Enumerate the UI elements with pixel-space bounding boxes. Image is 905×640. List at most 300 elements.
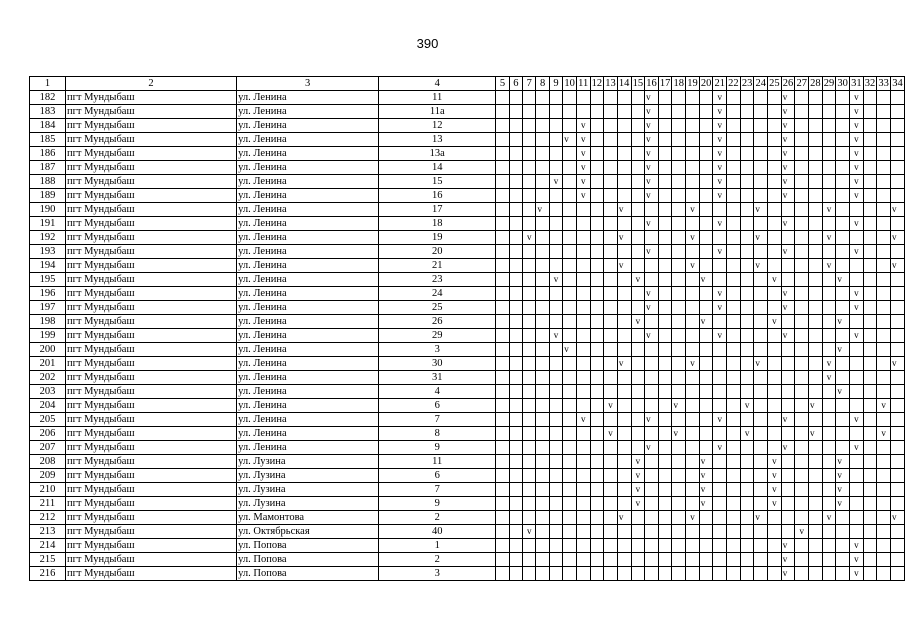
mark-cell — [863, 357, 877, 371]
mark-cell — [795, 189, 809, 203]
column-header-24: 24 — [755, 78, 766, 89]
mark-cell — [754, 567, 768, 581]
mark-cell — [863, 91, 877, 105]
mark-cell — [754, 301, 768, 315]
row-number: 197 — [30, 301, 66, 315]
mark-cell — [809, 483, 823, 497]
mark-cell — [822, 413, 836, 427]
mark-cell — [563, 413, 577, 427]
mark-cell — [890, 105, 904, 119]
mark-cell — [727, 119, 741, 133]
mark-cell — [523, 189, 536, 203]
mark-cell — [850, 427, 864, 441]
mark-cell — [536, 511, 549, 525]
mark-cell — [617, 469, 631, 483]
mark-cell — [754, 119, 768, 133]
mark-cell — [631, 315, 645, 329]
mark-cell — [576, 231, 590, 245]
mark-cell — [672, 469, 686, 483]
house-number-cell: 14 — [379, 161, 496, 175]
mark-cell — [523, 315, 536, 329]
mark-cell — [590, 357, 604, 371]
mark-cell — [658, 161, 672, 175]
check-mark: v — [580, 148, 586, 158]
mark-cell — [509, 413, 522, 427]
mark-cell — [699, 273, 713, 287]
mark-cell — [576, 553, 590, 567]
check-mark: v — [837, 484, 842, 494]
mark-cell — [549, 231, 562, 245]
mark-cell — [563, 217, 577, 231]
check-mark: v — [717, 246, 723, 256]
check-mark: v — [854, 148, 859, 158]
mark-cell — [523, 371, 536, 385]
mark-cell — [631, 427, 645, 441]
mark-cell — [809, 385, 823, 399]
mark-cell — [549, 427, 562, 441]
column-header-23: 23 — [741, 78, 753, 89]
mark-cell — [727, 287, 741, 301]
mark-cell — [604, 119, 618, 133]
mark-cell — [590, 553, 604, 567]
mark-cell — [549, 245, 562, 259]
mark-cell — [822, 483, 836, 497]
mark-cell — [536, 343, 549, 357]
mark-cell — [563, 203, 577, 217]
mark-cell — [836, 553, 850, 567]
mark-cell — [686, 567, 700, 581]
mark-cell — [795, 315, 809, 329]
mark-cell — [631, 189, 645, 203]
mark-cell — [617, 357, 631, 371]
mark-cell — [699, 91, 713, 105]
mark-cell — [863, 175, 877, 189]
mark-cell — [672, 413, 686, 427]
mark-cell — [795, 91, 809, 105]
mark-cell — [645, 259, 659, 273]
mark-cell — [850, 497, 864, 511]
mark-cell — [536, 539, 549, 553]
mark-cell — [549, 385, 562, 399]
mark-cell — [523, 175, 536, 189]
mark-cell — [536, 147, 549, 161]
mark-cell — [672, 441, 686, 455]
mark-cell — [754, 203, 768, 217]
mark-cell — [686, 189, 700, 203]
mark-cell — [496, 357, 509, 371]
mark-cell — [686, 469, 700, 483]
mark-cell — [822, 287, 836, 301]
table-row — [30, 539, 905, 553]
table-row — [30, 315, 905, 329]
mark-cell — [576, 189, 590, 203]
table-row — [30, 273, 905, 287]
mark-cell — [672, 231, 686, 245]
column-header-2: 2 — [65, 77, 236, 91]
mark-cell — [496, 385, 509, 399]
mark-cell — [740, 119, 754, 133]
mark-cell — [645, 119, 659, 133]
mark-cell — [713, 567, 727, 581]
mark-cell — [877, 147, 891, 161]
mark-cell — [523, 343, 536, 357]
check-mark: v — [881, 400, 886, 410]
table-row — [30, 231, 905, 245]
mark-cell — [713, 357, 727, 371]
mark-cell — [822, 357, 836, 371]
locality-cell: пгт Мундыбаш — [65, 119, 236, 133]
house-number-cell: 19 — [379, 231, 496, 245]
table-row — [30, 469, 905, 483]
mark-cell — [699, 105, 713, 119]
mark-cell — [590, 161, 604, 175]
mark-cell — [672, 371, 686, 385]
mark-cell — [617, 427, 631, 441]
mark-cell — [727, 553, 741, 567]
mark-cell — [890, 315, 904, 329]
mark-cell — [727, 189, 741, 203]
mark-cell — [590, 385, 604, 399]
mark-cell — [576, 427, 590, 441]
mark-cell — [576, 469, 590, 483]
street-cell: ул. Попова — [237, 567, 379, 581]
mark-cell — [822, 245, 836, 259]
mark-cell — [509, 91, 522, 105]
check-mark: v — [646, 134, 651, 144]
mark-cell — [590, 441, 604, 455]
row-number: 196 — [30, 287, 66, 301]
check-mark: v — [881, 428, 886, 438]
column-header-18: 18 — [673, 78, 685, 89]
mark-cell — [795, 203, 809, 217]
mark-cell — [781, 385, 795, 399]
mark-cell — [768, 539, 782, 553]
check-mark: v — [782, 190, 788, 200]
mark-cell — [768, 441, 782, 455]
mark-cell — [645, 329, 659, 343]
mark-cell — [795, 245, 809, 259]
row-number: 210 — [30, 483, 66, 497]
mark-cell — [590, 133, 604, 147]
mark-cell — [863, 441, 877, 455]
mark-cell — [549, 413, 562, 427]
mark-cell — [672, 161, 686, 175]
row-number: 182 — [30, 91, 66, 105]
mark-cell — [699, 315, 713, 329]
mark-cell — [863, 301, 877, 315]
mark-cell — [509, 483, 522, 497]
mark-cell — [822, 469, 836, 483]
mark-cell — [617, 133, 631, 147]
mark-cell — [604, 441, 618, 455]
mark-cell — [631, 539, 645, 553]
mark-cell — [890, 455, 904, 469]
house-number-cell: 21 — [379, 259, 496, 273]
check-mark: v — [646, 190, 651, 200]
mark-cell — [699, 469, 713, 483]
mark-cell — [686, 553, 700, 567]
table-row — [30, 329, 905, 343]
mark-cell — [836, 371, 850, 385]
mark-cell — [631, 245, 645, 259]
mark-cell — [699, 175, 713, 189]
check-mark: v — [618, 204, 624, 214]
check-mark: v — [744, 428, 750, 438]
mark-cell — [740, 315, 754, 329]
mark-cell — [509, 175, 522, 189]
check-mark: v — [717, 148, 723, 158]
mark-cell — [658, 273, 672, 287]
row-number: 195 — [30, 273, 66, 287]
table-row — [30, 441, 905, 455]
mark-cell — [686, 161, 700, 175]
mark-cell — [496, 105, 509, 119]
mark-cell — [496, 553, 509, 567]
mark-cell — [549, 371, 562, 385]
locality-cell: пгт Мундыбаш — [65, 497, 236, 511]
mark-cell — [890, 511, 904, 525]
mark-cell — [822, 273, 836, 287]
mark-cell — [850, 189, 864, 203]
mark-cell — [617, 329, 631, 343]
mark-cell — [672, 483, 686, 497]
column-header-15: 15 — [632, 78, 644, 89]
mark-cell — [604, 91, 618, 105]
check-mark: v — [700, 498, 706, 508]
mark-cell — [576, 203, 590, 217]
mark-cell — [850, 469, 864, 483]
mark-cell — [836, 245, 850, 259]
mark-cell — [877, 413, 891, 427]
street-cell: ул. Ленина — [237, 245, 379, 259]
check-mark: v — [717, 442, 723, 452]
mark-cell — [496, 259, 509, 273]
column-header-22: 22 — [728, 78, 739, 89]
row-number: 187 — [30, 161, 66, 175]
mark-cell — [523, 217, 536, 231]
mark-cell — [809, 231, 823, 245]
row-number: 186 — [30, 147, 66, 161]
mark-cell — [781, 217, 795, 231]
check-mark: v — [646, 218, 651, 228]
mark-cell — [549, 469, 562, 483]
table-row — [30, 245, 905, 259]
mark-cell — [740, 399, 754, 413]
mark-cell — [809, 329, 823, 343]
mark-cell — [672, 259, 686, 273]
mark-cell — [686, 105, 700, 119]
header-row — [30, 77, 905, 91]
row-number: 184 — [30, 119, 66, 133]
mark-cell — [549, 147, 562, 161]
mark-cell — [631, 455, 645, 469]
mark-cell — [631, 105, 645, 119]
mark-cell — [699, 553, 713, 567]
check-mark: v — [782, 288, 788, 298]
check-mark: v — [854, 176, 859, 186]
mark-cell — [617, 511, 631, 525]
mark-cell — [727, 371, 741, 385]
mark-cell — [590, 217, 604, 231]
mark-cell — [576, 105, 590, 119]
column-header-3: 3 — [237, 77, 379, 91]
row-number: 202 — [30, 371, 66, 385]
street-cell: ул. Ленина — [237, 175, 379, 189]
mark-cell — [740, 511, 754, 525]
check-mark: v — [646, 120, 651, 130]
mark-cell — [822, 189, 836, 203]
mark-cell — [686, 497, 700, 511]
mark-cell — [631, 287, 645, 301]
mark-cell — [604, 567, 618, 581]
mark-cell — [576, 539, 590, 553]
mark-cell — [795, 455, 809, 469]
mark-cell — [631, 441, 645, 455]
mark-cell — [850, 567, 864, 581]
mark-cell — [850, 245, 864, 259]
mark-cell — [863, 427, 877, 441]
mark-cell — [604, 371, 618, 385]
check-mark: v — [717, 330, 723, 340]
mark-cell — [795, 441, 809, 455]
mark-cell — [576, 217, 590, 231]
house-number-cell: 7 — [379, 483, 496, 497]
mark-cell — [781, 301, 795, 315]
mark-cell — [496, 483, 509, 497]
mark-cell — [699, 427, 713, 441]
mark-cell — [795, 483, 809, 497]
table-row — [30, 287, 905, 301]
mark-cell — [549, 497, 562, 511]
check-mark: v — [837, 316, 842, 326]
street-cell: ул. Лузина — [237, 497, 379, 511]
check-mark: v — [782, 302, 788, 312]
check-mark: v — [700, 274, 706, 284]
mark-cell — [740, 371, 754, 385]
mark-cell — [536, 427, 549, 441]
mark-cell — [658, 189, 672, 203]
mark-cell — [890, 413, 904, 427]
mark-cell — [727, 399, 741, 413]
mark-cell — [890, 301, 904, 315]
mark-cell — [850, 301, 864, 315]
mark-cell — [563, 483, 577, 497]
mark-cell — [686, 287, 700, 301]
mark-cell — [727, 105, 741, 119]
mark-cell — [850, 441, 864, 455]
check-mark: v — [580, 120, 586, 130]
mark-cell — [768, 287, 782, 301]
column-header-16: 16 — [646, 78, 657, 89]
mark-cell — [576, 357, 590, 371]
street-cell: ул. Ленина — [237, 287, 379, 301]
mark-cell — [496, 567, 509, 581]
check-mark: v — [837, 456, 842, 466]
check-mark: v — [646, 162, 651, 172]
mark-cell — [699, 399, 713, 413]
mark-cell — [795, 147, 809, 161]
mark-cell — [686, 371, 700, 385]
mark-cell — [549, 525, 562, 539]
mark-cell — [822, 217, 836, 231]
mark-cell — [672, 105, 686, 119]
mark-cell — [496, 301, 509, 315]
house-number-cell: 26 — [379, 315, 496, 329]
house-number-cell: 11 — [379, 91, 496, 105]
mark-cell — [768, 497, 782, 511]
check-mark: v — [690, 204, 695, 214]
mark-cell — [713, 455, 727, 469]
mark-cell — [809, 119, 823, 133]
mark-cell — [617, 203, 631, 217]
mark-cell — [822, 399, 836, 413]
mark-cell — [658, 315, 672, 329]
check-mark: v — [782, 176, 788, 186]
mark-cell — [863, 343, 877, 357]
mark-cell — [645, 525, 659, 539]
mark-cell — [563, 133, 577, 147]
mark-cell — [563, 357, 577, 371]
check-mark: v — [564, 344, 569, 354]
mark-cell — [781, 525, 795, 539]
locality-cell: пгт Мундыбаш — [65, 231, 236, 245]
mark-cell — [509, 553, 522, 567]
mark-cell — [836, 119, 850, 133]
mark-cell — [576, 567, 590, 581]
mark-cell — [740, 343, 754, 357]
mark-cell — [877, 161, 891, 175]
mark-cell — [877, 259, 891, 273]
mark-cell — [822, 525, 836, 539]
check-mark: v — [826, 372, 832, 382]
mark-cell — [631, 567, 645, 581]
mark-cell — [631, 511, 645, 525]
mark-cell — [604, 217, 618, 231]
mark-cell — [699, 287, 713, 301]
mark-cell — [836, 497, 850, 511]
mark-cell — [523, 413, 536, 427]
house-number-cell: 17 — [379, 203, 496, 217]
mark-cell — [713, 91, 727, 105]
house-number-cell: 15 — [379, 175, 496, 189]
mark-cell — [754, 133, 768, 147]
mark-cell — [645, 301, 659, 315]
mark-cell — [549, 399, 562, 413]
mark-cell — [563, 105, 577, 119]
mark-cell — [658, 413, 672, 427]
row-number: 214 — [30, 539, 66, 553]
mark-cell — [686, 399, 700, 413]
mark-cell — [631, 371, 645, 385]
mark-cell — [795, 231, 809, 245]
mark-cell — [604, 455, 618, 469]
mark-cell — [699, 413, 713, 427]
mark-cell — [713, 189, 727, 203]
mark-cell — [850, 511, 864, 525]
mark-cell — [877, 497, 891, 511]
mark-cell — [795, 105, 809, 119]
mark-cell — [590, 483, 604, 497]
mark-cell — [672, 427, 686, 441]
column-header-29: 29 — [823, 78, 835, 89]
mark-cell — [672, 147, 686, 161]
check-mark: v — [635, 456, 641, 466]
mark-cell — [563, 427, 577, 441]
mark-cell — [631, 357, 645, 371]
house-number-cell: 23 — [379, 273, 496, 287]
mark-cell — [795, 497, 809, 511]
mark-cell — [590, 105, 604, 119]
